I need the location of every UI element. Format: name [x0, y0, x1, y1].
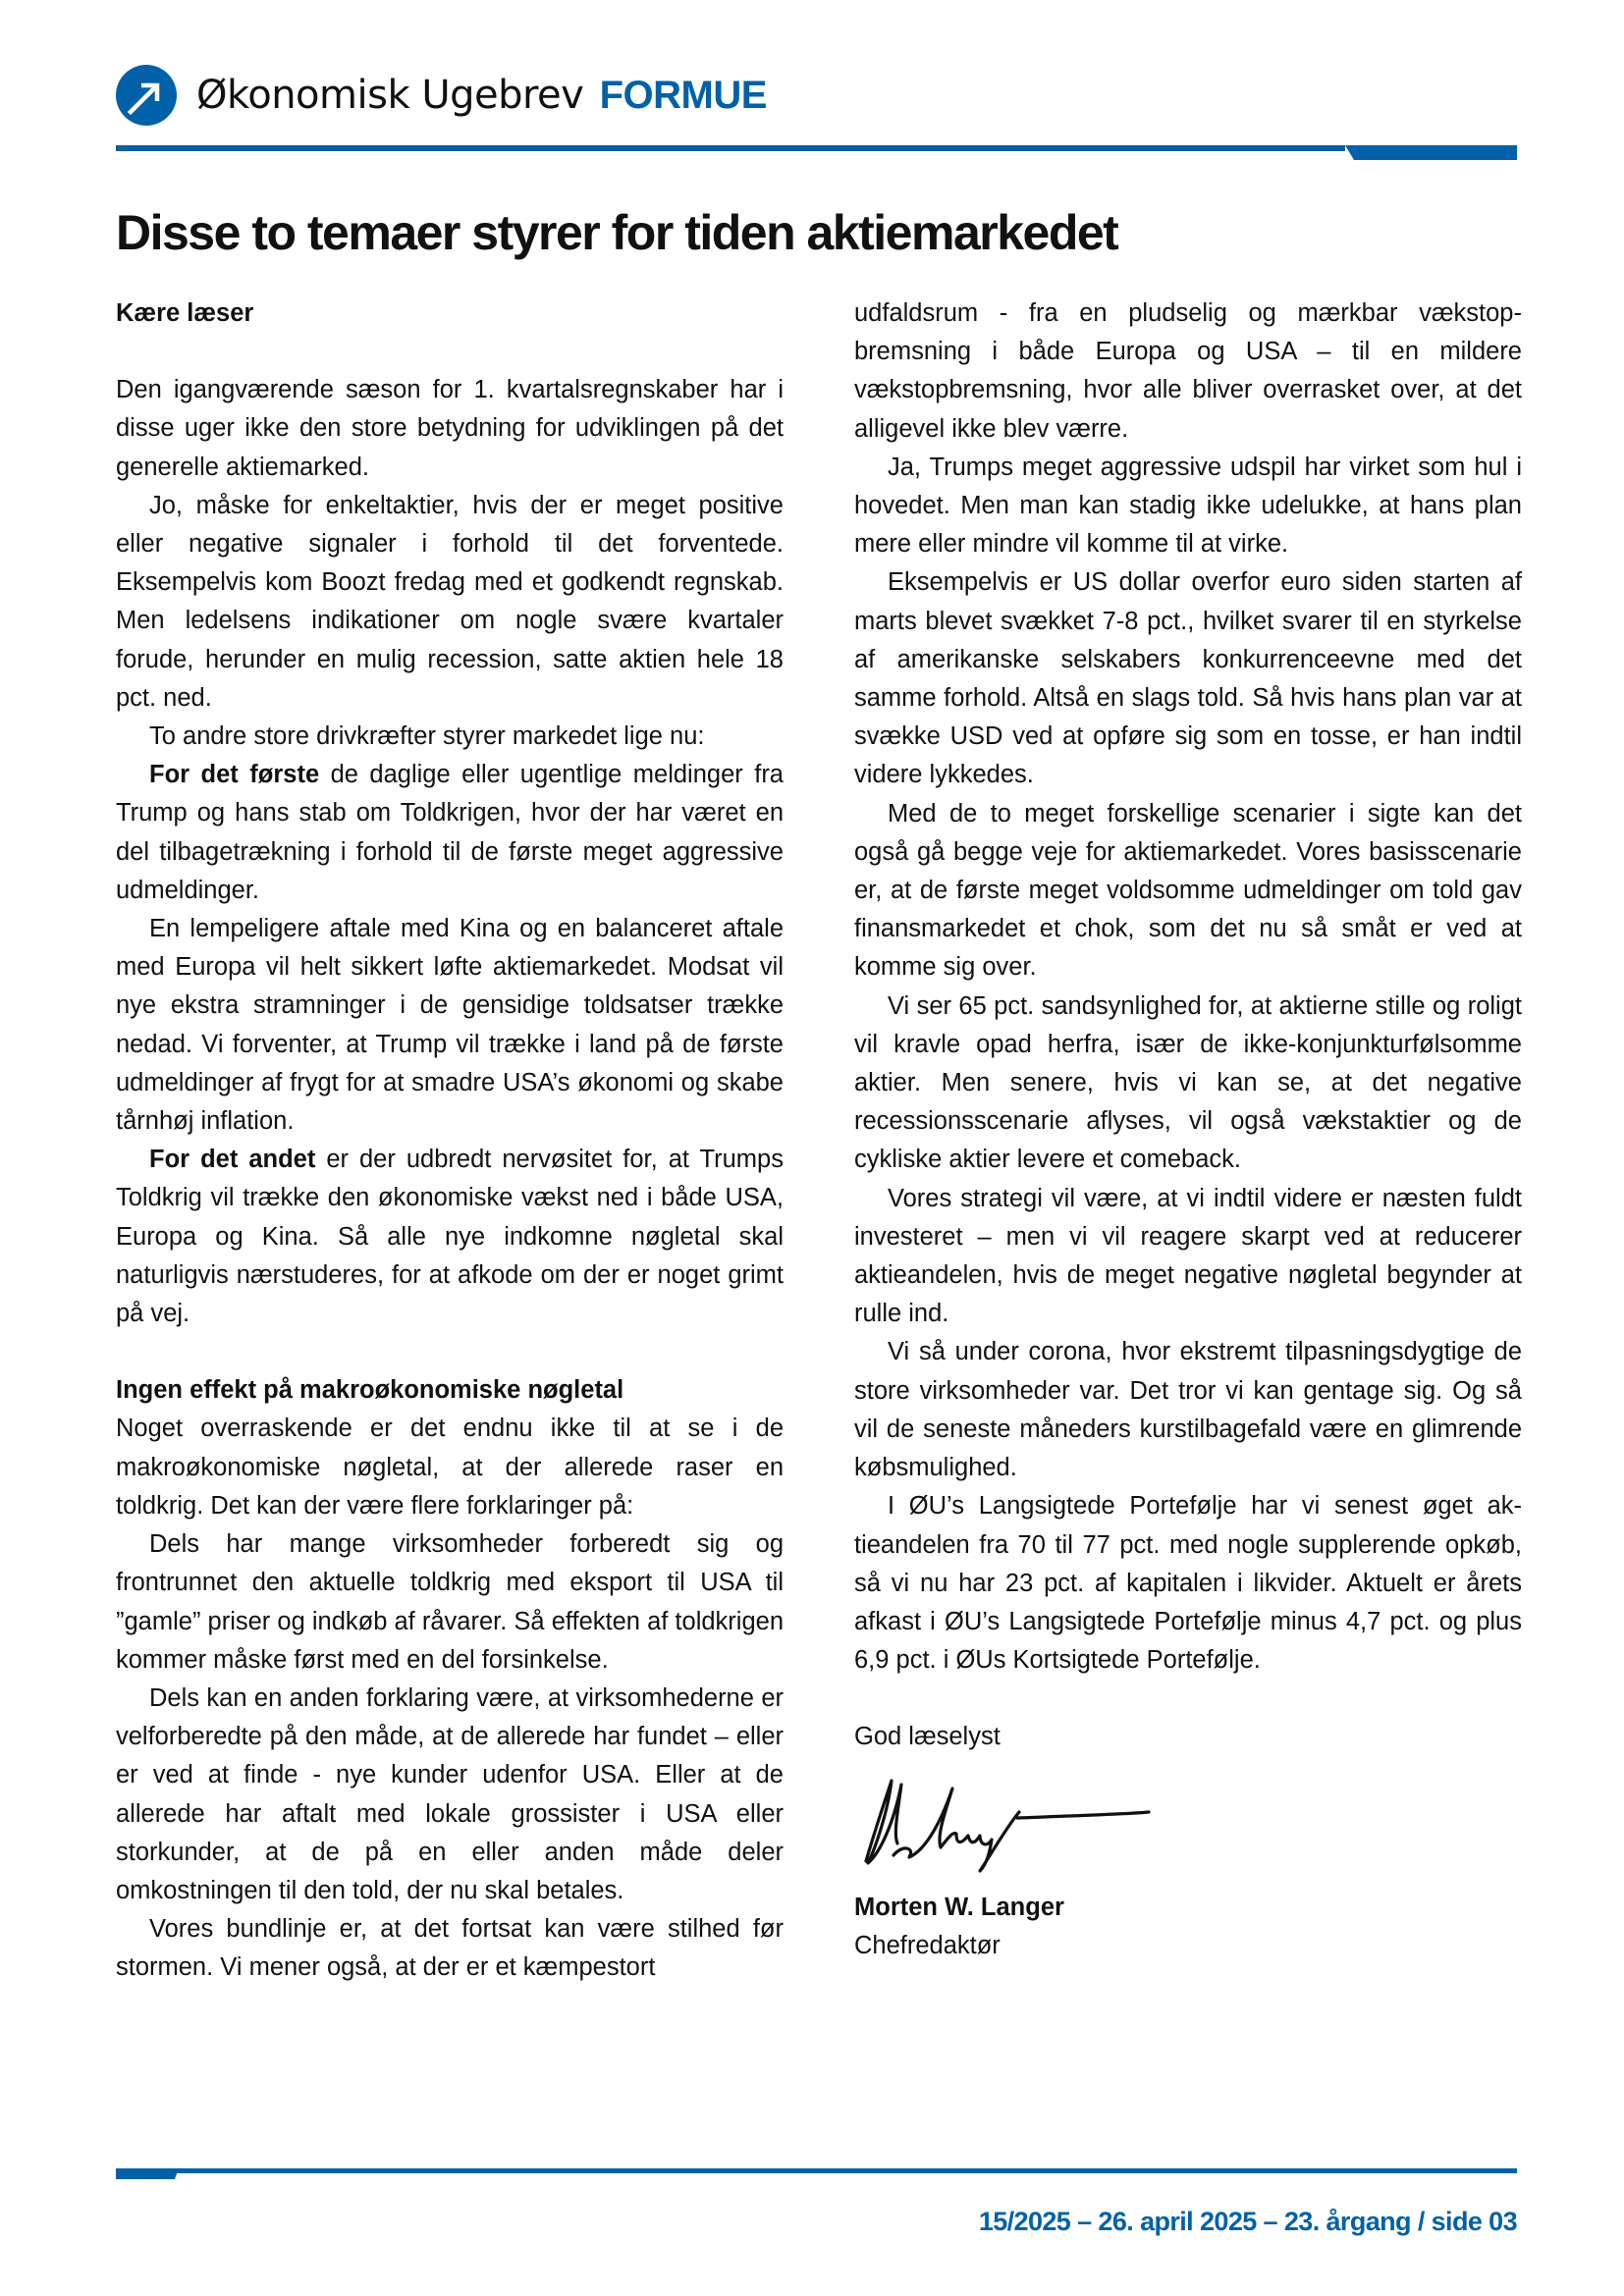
header-rule-accent [1345, 145, 1517, 160]
author-title: Chefredaktør [854, 1931, 1001, 1959]
paragraph: Dels kan en anden forklaring være, at virksomhederne er velforberedte på den måde, at de allerede har fundet – eller er ved at finde - nye kunder udenfor USA. Eller at de allerede har aftalt med lokale grossister i USA eller storkunder, at de på en eller anden måde deler omkostningen til den told, der nu skal betales. [116, 1683, 784, 1904]
header-rule [116, 145, 1345, 151]
paragraph: Vores strategi vil være, at vi indtil videre er næsten fuldt investeret – men vi vil reagere skarpt ved at reducerer aktieandelen, hvis de meget negative nøgletal begynder at rulle ind. [854, 1184, 1522, 1328]
paragraph: Vores bundlinje er, at det fortsat kan være stilhed før stormen. Vi mener også, at der er et kæmpestort [116, 1915, 784, 1982]
footer-rule-accent [116, 2168, 179, 2179]
article-title: Disse to temaer styrer for tiden aktiemarkedet [116, 205, 1118, 260]
handwritten-signature-icon [854, 1775, 1267, 1883]
section-subheading: Ingen effekt på makroøkonomiske nøgletal [116, 1376, 624, 1405]
paragraph: Dels har mange virksomheder forberedt sig og frontrunnet den aktuelle toldkrig med eksport til USA til ”gamle” priser og indkøb af råvarer. Så effekten af toldkrigen kommer måske først med en del forsinkelse. [116, 1530, 784, 1674]
paragraph: I ØU’s Langsigtede Portefølje har vi senest øget aktieandelen fra 70 til 77 pct. med nogle supplerende opkøb, så vi nu har 23 pct. af kapitalen i likvider. Aktuelt er årets afkast i ØU’s Langsigtede Portefølje minus 4,7 pct. og plus 6,9 pct. i ØUs Kortsigtede Portefølje. [854, 1492, 1522, 1675]
paragraph [116, 756, 784, 910]
emphasis: For det andet [149, 1146, 316, 1174]
masthead [116, 61, 767, 130]
paragraph: En lempeligere aftale med Kina og en balanceret aftale med Europa vil helt sikkert løfte aktiemarkedet. Modsat vil nye ekstra stramninger i de gensidige toldsatser trække nedad. Vi forventer, at Trump vil trække i land på de første udmeldinger af frygt for at smadre USA’s økonomi og skabe tårnhøj inflation. [116, 915, 784, 1136]
paragraph-text: er der udbredt nervøsitet for, at Trumps Toldkrig vil trække den økonomiske vækst ned i både USA, Europa og Kina. Så alle nye indkomne nøgletal skal naturligvis nærstuderes, for at afkode om der er noget grimt på vej. [116, 1146, 784, 1328]
emphasis: For det første [149, 761, 320, 789]
paragraph: Noget overraskende er det endnu ikke til at se i de makroøkonomiske nøgletal, at der allerede raser en toldkrig. Det kan der være flere forklaringer på: [116, 1415, 784, 1520]
brand-section: FORMUE [599, 74, 767, 117]
paragraph: Jo, måske for enkeltaktier, hvis der er meget positive eller negative signaler i forhold til det forventede. Eksempelvis kom Boozt fredag med et godkendt regnskab. Men ledelsens indikationer om nogle svære kvartaler forude, herunder en mulig recession, satte aktien hele 18 pct. ned. [116, 491, 784, 712]
brand-logo-text [196, 73, 767, 118]
issue-info: 15/2025 – 26. april 2025 – 23. årgang / side 03 [978, 2207, 1517, 2236]
signature-block [854, 1718, 1522, 1965]
closing-line: God læselyst [854, 1723, 1001, 1751]
paragraph: Med de to meget forskellige scenarier i sigte kan det også gå begge veje for aktiemarkedet. Vores basisscenarie er, at de første meget voldsomme udmeldinger om told gav finansmarkedet et chok, som det nu så småt er ved at komme sig over. [854, 799, 1522, 982]
paragraph: Ja, Trumps meget aggressive udspil har virket som hul i hovedet. Men man kan stadig ikke udelukke, at hans plan mere eller mindre vil komme til at virke. [854, 453, 1522, 559]
footer-rule [116, 2168, 1517, 2173]
paragraph: Vi så under corona, hvor ekstremt tilpasningsdygtige de store virksomheder var. Det tror vi kan gentage sig. Og så vil de seneste måneders kurstilbagefald være en glimrende købsmulighed. [854, 1338, 1522, 1482]
article-column-left [116, 294, 784, 1988]
paragraph: Vi ser 65 pct. sandsynlighed for, at aktierne stille og roligt vil kravle opad herfra, især de ikke-konjunkturfølsomme aktier. Men senere, hvis vi kan se, at det negative recessionsscenarie aflyses, vil også vækstaktier og de cykliske aktier levere et comeback. [854, 991, 1522, 1174]
author-name: Morten W. Langer [854, 1893, 1064, 1921]
paragraph: udfaldsrum - fra en pludselig og mærkbar vækstopbremsning i både Europa og USA – til en mildere vækstopbremsning, hvor alle bliver overrasket over, at det alligevel ikke blev værre. [854, 299, 1522, 443]
brand-name: Økonomisk Ugebrev [196, 73, 584, 118]
paragraph: To andre store drivkræfter styrer markedet lige nu: [149, 722, 705, 751]
greeting: Kære læser [116, 299, 254, 327]
arrow-up-right-circle-icon [116, 65, 177, 126]
paragraph [116, 1141, 784, 1333]
paragraph: Eksempelvis er US dollar overfor euro siden starten af marts blevet svækket 7-8 pct., hvilket svarer til en styrkelse af amerikanske selskabers konkurrenceevne med det samme forhold. Altså en slags told. Så hvis hans plan var at svække USD ved at opføre sig som en tosse, er han indtil videre lykkedes. [854, 568, 1522, 789]
spacer [116, 1333, 784, 1371]
article-column-right [854, 294, 1522, 1965]
paragraph-text: de daglige eller ugentlige meldinger fra Trump og hans stab om Toldkrigen, hvor der har været en del tilbagetrækning i forhold til de første meget aggressive udmeldinger. [116, 761, 784, 904]
paragraph: Den igangværende sæson for 1. kvartalsregnskaber har i disse uger ikke den store betydning for udviklingen på det generelle aktiemarked. [116, 376, 784, 481]
